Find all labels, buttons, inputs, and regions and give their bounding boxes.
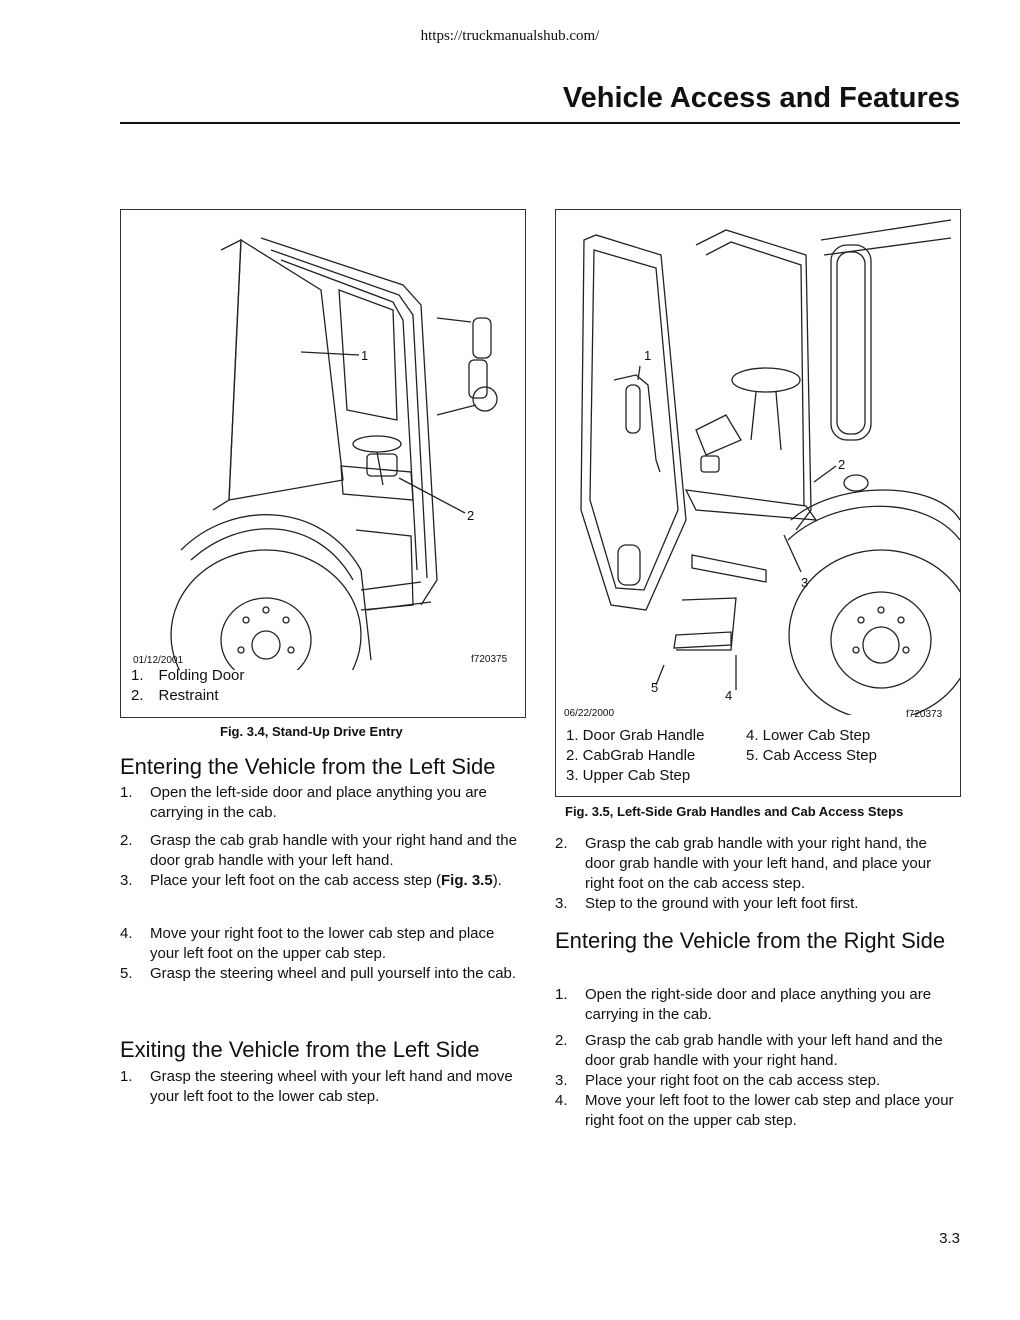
list-item: 4. Move your left foot to the lower cab step and place your right foot on the upper cab step. <box>555 1092 954 1129</box>
grab-handles-steps-illustration <box>556 210 960 715</box>
legend-item: 4. Lower Cab Step <box>746 727 871 744</box>
list-item: 1. Open the right-side door and place anything you are carrying in the cab. <box>555 986 932 1023</box>
entering-left-steps <box>120 783 524 984</box>
title-rule <box>120 122 960 124</box>
section-heading: Exiting the Vehicle from the Left Side <box>120 1037 480 1062</box>
exiting-left-steps <box>120 1067 524 1107</box>
figure-code: f720375 <box>471 654 508 665</box>
stand-up-drive-entry-illustration <box>121 210 525 670</box>
legend-item: 3. Upper Cab Step <box>566 767 691 784</box>
legend-item: 1. Door Grab Handle <box>566 727 705 744</box>
figure-code: f720373 <box>906 709 943 720</box>
section-heading: Entering the Vehicle from the Right Side <box>555 928 946 953</box>
list-item: 2. Grasp the cab grab handle with your right hand, the door grab handle with your left hand, and place your right foot on the cab access step. <box>555 835 932 892</box>
figure-date: 01/12/2001 <box>133 655 184 666</box>
list-item: 3. Step to the ground with your left foot first. <box>555 895 859 912</box>
callout-5: 5 <box>651 680 659 695</box>
callout-1: 1 <box>361 348 369 363</box>
figure-date: 06/22/2000 <box>564 708 615 719</box>
list-item: 1. Grasp the steering wheel with your left hand and move your left foot to the lower cab step. <box>120 1068 513 1105</box>
entering-right-steps <box>555 985 960 1131</box>
list-item: 4. Move your right foot to the lower cab step and place your left foot on the upper cab step. <box>120 925 495 962</box>
figure-reference: Fig. 3.5 <box>441 872 493 889</box>
callout-1: 1 <box>644 348 652 363</box>
section-heading: Entering the Vehicle from the Left Side <box>120 754 496 779</box>
list-item: 2. Grasp the cab grab handle with your right hand and the door grab handle with your left hand. <box>120 832 517 869</box>
list-item: 3. Place your left foot on the cab access step (Fig. 3.5). <box>120 872 502 889</box>
figure-legend-right <box>746 726 877 766</box>
legend-item: 2. CabGrab Handle <box>566 747 696 764</box>
list-item: 3. Place your right foot on the cab access step. <box>555 1072 881 1089</box>
figure-3-5 <box>555 209 961 797</box>
list-item: 2. Grasp the cab grab handle with your left hand and the door grab handle with your right hand. <box>555 1032 943 1069</box>
figure-caption: Fig. 3.5, Left-Side Grab Handles and Cab Access Steps <box>565 804 904 819</box>
source-url: https://truckmanualshub.com/ <box>420 28 600 44</box>
page-number: 3.3 <box>939 1230 960 1247</box>
callout-3: 3 <box>801 575 809 590</box>
callout-2: 2 <box>467 508 475 523</box>
exiting-left-steps-continued <box>555 834 960 914</box>
figure-caption: Fig. 3.4, Stand-Up Drive Entry <box>220 724 403 739</box>
legend-item: 2. Restraint <box>131 687 219 704</box>
legend-item: 5. Cab Access Step <box>746 747 877 764</box>
callout-2: 2 <box>838 457 846 472</box>
page-title: Vehicle Access and Features <box>562 82 960 114</box>
figure-3-4 <box>120 209 526 718</box>
list-item: 1. Open the left-side door and place anything you are carrying in the cab. <box>120 784 487 821</box>
callout-4: 4 <box>725 688 733 703</box>
list-item: 5. Grasp the steering wheel and pull yourself into the cab. <box>120 965 517 982</box>
legend-item: 1. Folding Door <box>131 667 245 684</box>
figure-legend <box>131 666 244 706</box>
figure-legend-left <box>566 726 704 786</box>
